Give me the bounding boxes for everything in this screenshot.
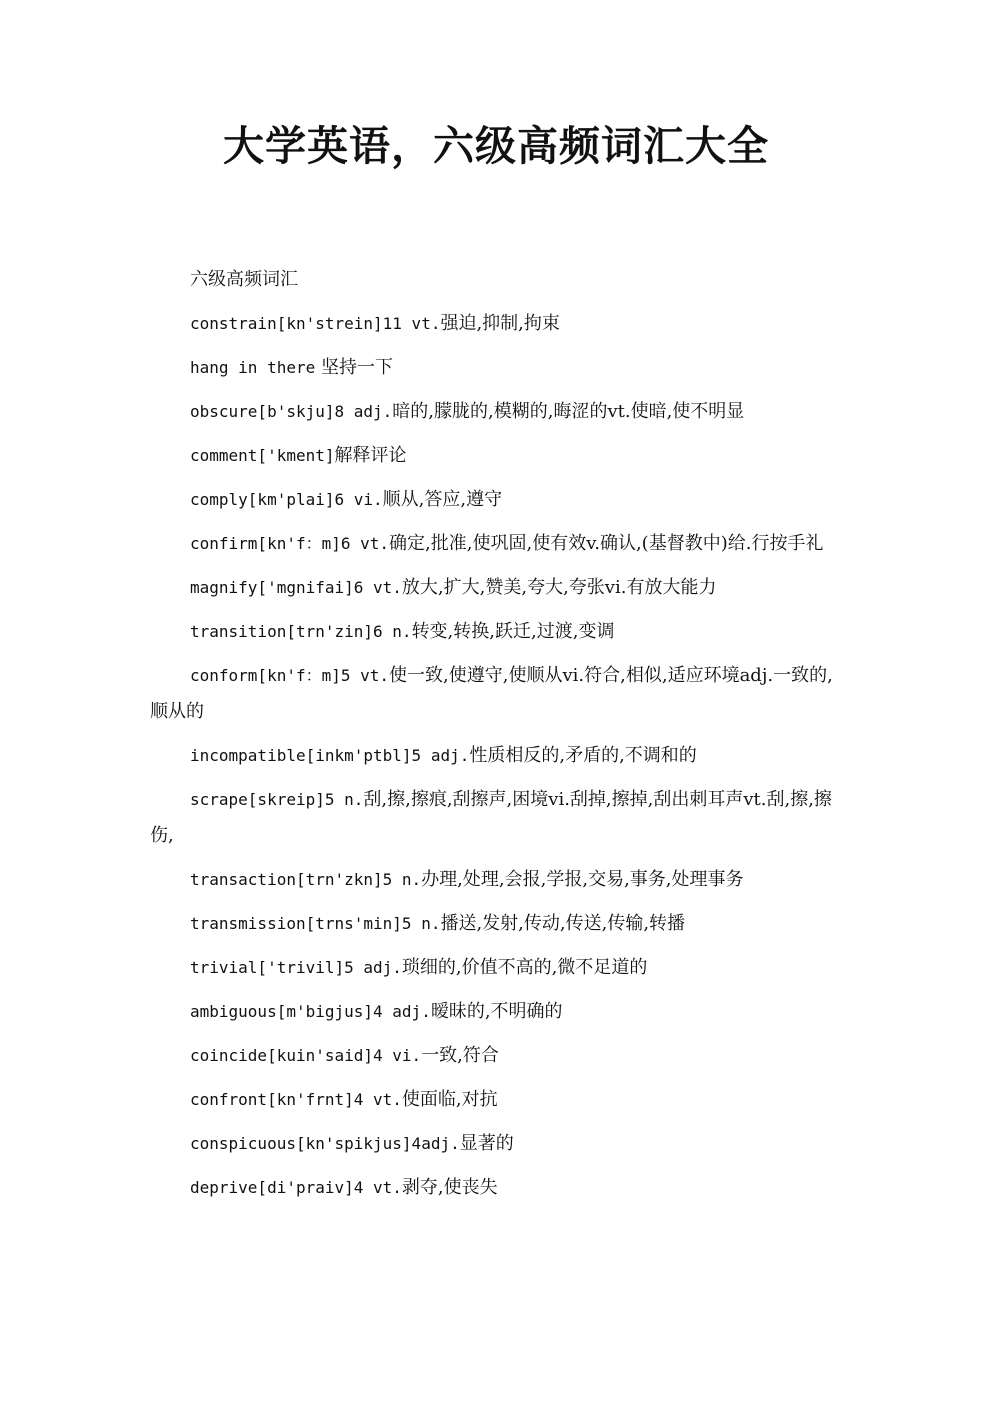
vocab-meaning: 解释评论 bbox=[334, 445, 407, 466]
vocab-entry bbox=[150, 526, 840, 562]
vocab-entry bbox=[150, 438, 840, 474]
document-body bbox=[150, 262, 840, 1214]
vocab-word: obscure[b'skju]8 adj. bbox=[190, 402, 393, 421]
vocab-meaning: 确定,批准,使巩固,使有效v.确认,(基督教中)给.行按手礼 bbox=[389, 533, 824, 554]
vocab-meaning: 一致,符合 bbox=[421, 1045, 499, 1066]
vocab-meaning: 刮,擦,擦痕,刮擦声,困境vi.刮掉,擦掉,刮出刺耳声vt.刮,擦,擦伤, bbox=[150, 789, 832, 846]
vocab-meaning: 转变,转换,跃迁,过渡,变调 bbox=[411, 621, 615, 642]
vocab-word: transition[trn'zin]6 n. bbox=[190, 622, 412, 641]
vocab-meaning: 琐细的,价值不高的,微不足道的 bbox=[401, 957, 648, 978]
document-title: 大学英语，六级高频词汇大全 bbox=[223, 122, 769, 170]
vocab-word: conspicuous[kn'spikjus]4adj. bbox=[190, 1134, 460, 1153]
vocab-word: confront[kn'frnt]4 vt. bbox=[190, 1090, 402, 1109]
vocab-meaning: 放大,扩大,赞美,夸大,夸张vi.有放大能力 bbox=[401, 577, 717, 598]
vocab-word: comment['kment] bbox=[190, 446, 335, 465]
vocab-word: magnify['mgnifai]6 vt. bbox=[190, 578, 402, 597]
vocab-entry bbox=[150, 862, 840, 898]
vocab-meaning: 使一致,使遵守,使顺从vi.符合,相似,适应环境adj.一致的,顺从的 bbox=[150, 665, 833, 722]
vocab-meaning: 强迫,抑制,拘束 bbox=[440, 313, 560, 334]
vocab-word: coincide[kuin'said]4 vi. bbox=[190, 1046, 422, 1065]
vocab-meaning: 暧昧的,不明确的 bbox=[430, 1001, 563, 1022]
vocab-word: hang in there bbox=[190, 358, 316, 377]
vocab-entry bbox=[150, 614, 840, 650]
vocab-meaning: 顺从,答应,遵守 bbox=[382, 489, 503, 510]
vocab-entry bbox=[150, 950, 840, 986]
vocab-entry bbox=[150, 994, 840, 1030]
vocab-entry bbox=[150, 782, 840, 854]
vocab-entry bbox=[150, 1038, 840, 1074]
vocab-meaning: 播送,发射,传动,传送,传输,转播 bbox=[440, 913, 686, 934]
vocab-entry bbox=[150, 394, 840, 430]
vocab-meaning: 暗的,朦胧的,模糊的,晦涩的vt.使暗,使不明显 bbox=[392, 401, 745, 422]
vocab-word: ambiguous[m'bigjus]4 adj. bbox=[190, 1002, 431, 1021]
vocab-entry bbox=[150, 350, 840, 386]
vocab-entry bbox=[150, 482, 840, 518]
vocab-meaning: 剥夺,使丧失 bbox=[401, 1177, 498, 1198]
vocab-entry bbox=[150, 1126, 840, 1162]
vocab-word: trivial['trivil]5 adj. bbox=[190, 958, 402, 977]
vocab-entry bbox=[150, 738, 840, 774]
vocab-entry bbox=[150, 658, 840, 730]
vocab-word: incompatible[inkm'ptbl]5 adj. bbox=[190, 746, 470, 765]
vocab-entry bbox=[150, 906, 840, 942]
vocab-entry bbox=[150, 570, 840, 606]
vocab-meaning: 性质相反的,矛盾的,不调和的 bbox=[469, 745, 697, 766]
vocab-entry bbox=[150, 1170, 840, 1206]
vocab-word: transaction[trn'zkn]5 n. bbox=[190, 870, 422, 889]
vocab-meaning: 使面临,对抗 bbox=[401, 1089, 498, 1110]
vocab-word: constrain[kn'strein]11 vt. bbox=[190, 314, 441, 333]
vocab-word: deprive[di'praiv]4 vt. bbox=[190, 1178, 402, 1197]
vocab-entry bbox=[150, 1082, 840, 1118]
vocab-word: transmission[trns'min]5 n. bbox=[190, 914, 441, 933]
section-heading: 六级高频词汇 bbox=[190, 269, 298, 290]
vocab-meaning: 坚持一下 bbox=[320, 357, 393, 378]
vocabulary-list bbox=[150, 306, 840, 1206]
vocab-word: scrape[skreip]5 n. bbox=[190, 790, 364, 809]
vocab-word: comply[km'plai]6 vi. bbox=[190, 490, 383, 509]
vocab-word: confirm[kn'f：m]6 vt. bbox=[190, 534, 390, 553]
vocab-meaning: 显著的 bbox=[459, 1133, 514, 1154]
vocab-meaning: 办理,处理,会报,学报,交易,事务,处理事务 bbox=[421, 869, 744, 890]
vocab-entry bbox=[150, 306, 840, 342]
vocab-word: conform[kn'f：m]5 vt. bbox=[190, 666, 390, 685]
